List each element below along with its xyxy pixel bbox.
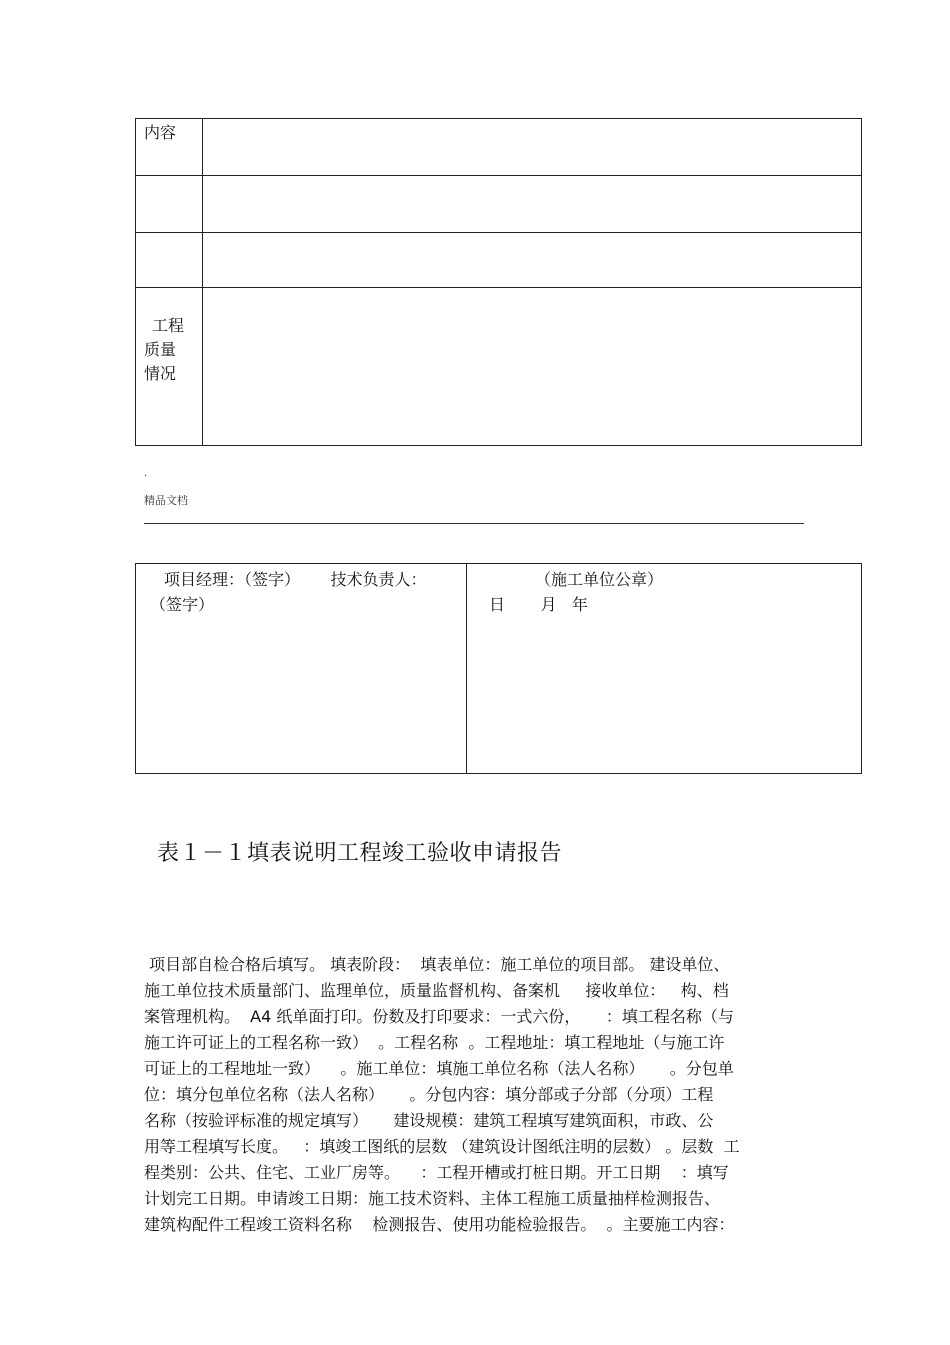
page-title: 表１－１填表说明工程竣工验收申请报告 — [157, 841, 563, 866]
row-label-quality — [136, 288, 203, 446]
text-line: 名称（按验评标准的规定填写） 建设规模：建筑工程填写建筑面积，市政、公 — [144, 1111, 714, 1130]
signature-table — [135, 563, 862, 774]
row-label-content: 内容 — [136, 119, 203, 176]
project-info-table — [135, 118, 862, 446]
table-row — [136, 288, 862, 446]
text-line: 建筑构配件工程竣工资料名称 检测报告、使用功能检验报告。 。主要施工内容： — [144, 1215, 735, 1234]
text-line: 施工许可证上的工程名称一致） 。工程名称 。工程地址：填工程地址（与施工许 — [144, 1033, 725, 1052]
text-line: 施工单位技术质量部门、监理单位，质量监督机构、备案机 接收单位： 构、档 — [144, 981, 729, 1000]
table-row — [136, 233, 862, 288]
page-dot-mark: . — [144, 468, 148, 479]
company-seal-label: （施工单位公章） — [535, 570, 664, 589]
text-line: 位：填分包单位名称（法人名称） 。分包内容：填分部或子分部（分项）工程 — [144, 1085, 714, 1104]
label-line: 情况 — [144, 364, 177, 383]
signature-cell[interactable] — [136, 564, 467, 774]
text-line: 项目部自检合格后填写。 填表阶段： 填表单位：施工单位的项目部。 建设单位、 — [144, 955, 730, 974]
signature-sign-label: （签字） — [150, 595, 215, 614]
document-note: 精品文档 — [144, 494, 188, 507]
row-label-empty — [136, 233, 203, 288]
page-divider — [144, 523, 804, 524]
table-row — [136, 176, 862, 233]
text-line: 案管理机构。 A4 纸单面打印。份数及打印要求：一式六份， ：填工程名称（与 — [144, 1007, 734, 1026]
blank-field[interactable] — [203, 176, 862, 233]
blank-field[interactable] — [203, 233, 862, 288]
instructions-paragraph — [144, 952, 812, 1238]
date-label: 日 月 年 — [489, 595, 588, 614]
text-line: 可证上的工程地址一致） 。施工单位：填施工单位名称（法人名称） 。分包单 — [144, 1059, 734, 1078]
text-line: 程类别：公共、住宅、工业厂房等。 ：工程开槽或打桩日期。开工日期 ：填写 — [144, 1163, 729, 1182]
seal-cell[interactable] — [467, 564, 862, 774]
signature-manager-label: 项目经理：（签字） 技术负责人： — [164, 570, 427, 589]
text-line: 计划完工日期。申请竣工日期：施工技术资料、主体工程施工质量抽样检测报告、 — [144, 1189, 721, 1208]
text-line: 用等工程填写长度。 ：填竣工图纸的层数 （建筑设计图纸注明的层数） 。层数 工 — [144, 1137, 740, 1156]
label-line: 质量 — [144, 340, 177, 359]
quality-status-field[interactable] — [203, 288, 862, 446]
table-row — [136, 119, 862, 176]
label-line: 工程 — [152, 316, 185, 335]
row-label-empty — [136, 176, 203, 233]
table-row — [136, 564, 862, 774]
content-field[interactable] — [203, 119, 862, 176]
